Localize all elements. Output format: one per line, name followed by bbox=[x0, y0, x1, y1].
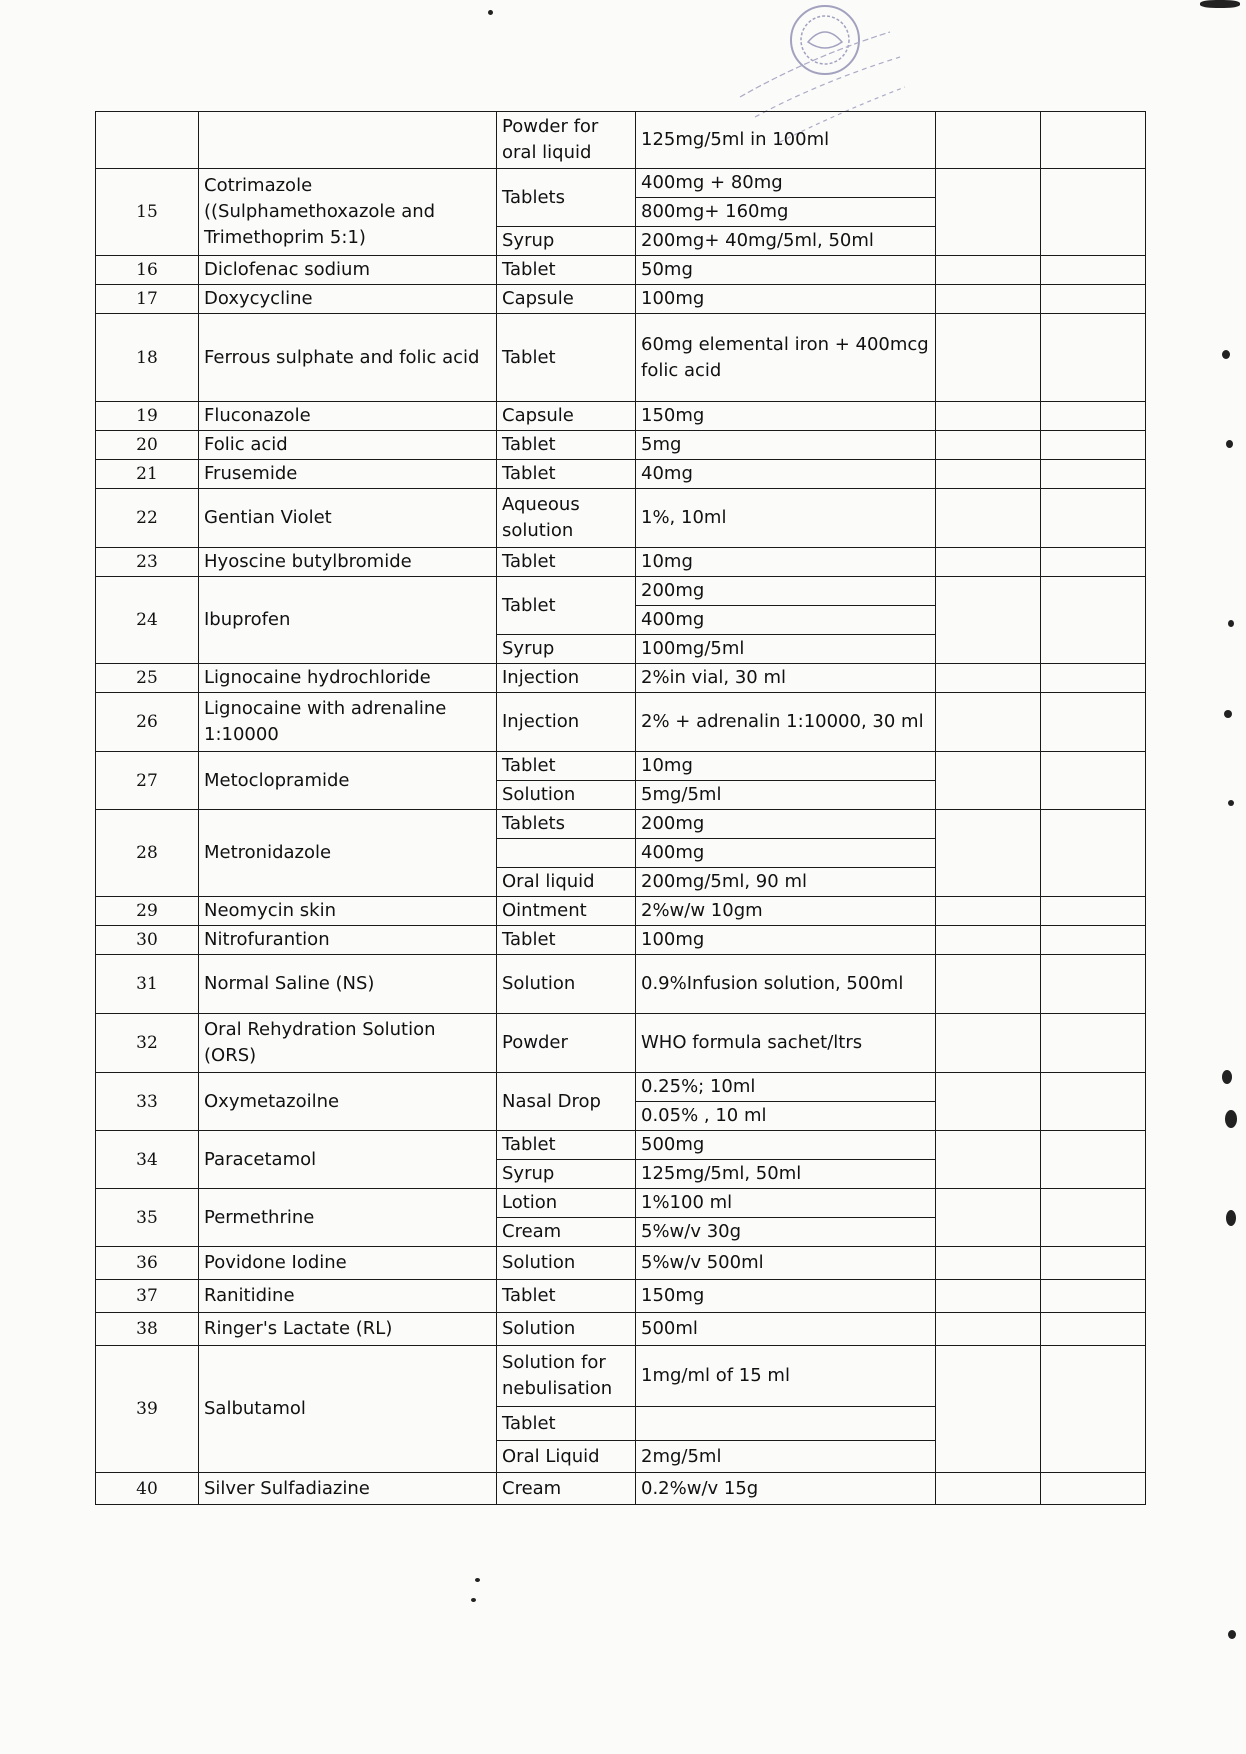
serial-number-cell: 25 bbox=[96, 664, 199, 693]
medicine-name-cell: Metronidazole bbox=[199, 810, 497, 897]
extra-cell bbox=[1041, 1014, 1146, 1073]
extra-cell bbox=[1041, 926, 1146, 955]
medicine-name-cell: Folic acid bbox=[199, 431, 497, 460]
serial-number-cell: 16 bbox=[96, 256, 199, 285]
strength-cell: 125mg/5ml, 50ml bbox=[636, 1160, 936, 1189]
extra-cell bbox=[936, 256, 1041, 285]
scan-speck bbox=[1222, 1070, 1232, 1084]
serial-number-cell: 27 bbox=[96, 752, 199, 810]
strength-cell: 2%in vial, 30 ml bbox=[636, 664, 936, 693]
extra-cell bbox=[1041, 112, 1146, 169]
extra-cell bbox=[936, 1247, 1041, 1280]
serial-number-cell: 38 bbox=[96, 1313, 199, 1346]
strength-cell: 400mg + 80mg bbox=[636, 169, 936, 198]
serial-number-cell: 29 bbox=[96, 897, 199, 926]
strength-cell: 5mg bbox=[636, 431, 936, 460]
dosage-form-cell: Tablet bbox=[497, 926, 636, 955]
strength-cell: 1%100 ml bbox=[636, 1189, 936, 1218]
medicine-name-cell: Doxycycline bbox=[199, 285, 497, 314]
serial-number-cell: 21 bbox=[96, 460, 199, 489]
dosage-form-cell: Powder for oral liquid bbox=[497, 112, 636, 169]
serial-number-cell: 22 bbox=[96, 489, 199, 548]
dosage-form-cell: Solution bbox=[497, 1313, 636, 1346]
extra-cell bbox=[936, 431, 1041, 460]
extra-cell bbox=[1041, 1346, 1146, 1473]
medicine-name-cell: Ibuprofen bbox=[199, 577, 497, 664]
serial-number-cell: 31 bbox=[96, 955, 199, 1014]
strength-cell: 50mg bbox=[636, 256, 936, 285]
scan-speck bbox=[488, 10, 493, 15]
extra-cell bbox=[936, 577, 1041, 664]
strength-cell: 2% + adrenalin 1:10000, 30 ml bbox=[636, 693, 936, 752]
extra-cell bbox=[1041, 1189, 1146, 1247]
strength-cell: 800mg+ 160mg bbox=[636, 198, 936, 227]
extra-cell bbox=[1041, 955, 1146, 1014]
table-row bbox=[96, 897, 1146, 926]
strength-cell: 100mg bbox=[636, 285, 936, 314]
extra-cell bbox=[936, 810, 1041, 897]
extra-cell bbox=[1041, 752, 1146, 810]
dosage-form-cell: Cream bbox=[497, 1218, 636, 1247]
dosage-form-cell: Syrup bbox=[497, 635, 636, 664]
medicine-name-cell: Normal Saline (NS) bbox=[199, 955, 497, 1014]
medicine-name-cell: Ringer's Lactate (RL) bbox=[199, 1313, 497, 1346]
extra-cell bbox=[1041, 1131, 1146, 1189]
table-row bbox=[96, 1014, 1146, 1073]
strength-cell: 150mg bbox=[636, 1280, 936, 1313]
serial-number-cell: 32 bbox=[96, 1014, 199, 1073]
dosage-form-cell: Tablet bbox=[497, 431, 636, 460]
dosage-form-cell: Tablet bbox=[497, 1280, 636, 1313]
table-row bbox=[96, 577, 1146, 606]
dosage-form-cell: Injection bbox=[497, 693, 636, 752]
extra-cell bbox=[1041, 1247, 1146, 1280]
serial-number-cell: 28 bbox=[96, 810, 199, 897]
serial-number-cell: 35 bbox=[96, 1189, 199, 1247]
strength-cell: 500ml bbox=[636, 1313, 936, 1346]
table-row bbox=[96, 1189, 1146, 1218]
serial-number-cell bbox=[96, 112, 199, 169]
extra-cell bbox=[1041, 897, 1146, 926]
dosage-form-cell: Solution bbox=[497, 955, 636, 1014]
serial-number-cell: 15 bbox=[96, 169, 199, 256]
table-row bbox=[96, 752, 1146, 781]
strength-cell: 10mg bbox=[636, 752, 936, 781]
table-row bbox=[96, 955, 1146, 1014]
strength-cell: 2%w/w 10gm bbox=[636, 897, 936, 926]
table-row bbox=[96, 1346, 1146, 1407]
dosage-form-cell: Cream bbox=[497, 1473, 636, 1505]
medicine-name-cell: Lignocaine hydrochloride bbox=[199, 664, 497, 693]
table-row bbox=[96, 314, 1146, 402]
medicine-name-cell: Nitrofurantion bbox=[199, 926, 497, 955]
table-row bbox=[96, 489, 1146, 548]
scan-speck bbox=[1200, 0, 1240, 8]
extra-cell bbox=[936, 693, 1041, 752]
extra-cell bbox=[1041, 314, 1146, 402]
table-row bbox=[96, 693, 1146, 752]
strength-cell: 100mg bbox=[636, 926, 936, 955]
extra-cell bbox=[1041, 810, 1146, 897]
dosage-form-cell: Tablet bbox=[497, 577, 636, 635]
extra-cell bbox=[1041, 1313, 1146, 1346]
strength-cell: 150mg bbox=[636, 402, 936, 431]
strength-cell: 500mg bbox=[636, 1131, 936, 1160]
extra-cell bbox=[936, 1014, 1041, 1073]
medicine-name-cell bbox=[199, 112, 497, 169]
strength-cell: 0.05% , 10 ml bbox=[636, 1102, 936, 1131]
extra-cell bbox=[1041, 577, 1146, 664]
table-row bbox=[96, 1247, 1146, 1280]
strength-cell: 100mg/5ml bbox=[636, 635, 936, 664]
extra-cell bbox=[936, 1346, 1041, 1473]
strength-cell bbox=[636, 1407, 936, 1441]
serial-number-cell: 20 bbox=[96, 431, 199, 460]
medicine-name-cell: Gentian Violet bbox=[199, 489, 497, 548]
strength-cell: 60mg elemental iron + 400mcg folic acid bbox=[636, 314, 936, 402]
scan-speck bbox=[1228, 1630, 1236, 1639]
serial-number-cell: 34 bbox=[96, 1131, 199, 1189]
serial-number-cell: 30 bbox=[96, 926, 199, 955]
scan-speck bbox=[1224, 710, 1232, 718]
dosage-form-cell: Tablet bbox=[497, 314, 636, 402]
dosage-form-cell: Aqueous solution bbox=[497, 489, 636, 548]
dosage-form-cell: Solution bbox=[497, 1247, 636, 1280]
medicine-list-table bbox=[95, 111, 1146, 1505]
medicine-name-cell: Neomycin skin bbox=[199, 897, 497, 926]
scan-speck bbox=[1228, 800, 1234, 806]
table-row bbox=[96, 1131, 1146, 1160]
strength-cell: 200mg+ 40mg/5ml, 50ml bbox=[636, 227, 936, 256]
serial-number-cell: 17 bbox=[96, 285, 199, 314]
table-row bbox=[96, 1073, 1146, 1102]
strength-cell: 1%, 10ml bbox=[636, 489, 936, 548]
strength-cell: WHO formula sachet/ltrs bbox=[636, 1014, 936, 1073]
extra-cell bbox=[1041, 431, 1146, 460]
dosage-form-cell: Tablet bbox=[497, 460, 636, 489]
extra-cell bbox=[936, 1313, 1041, 1346]
dosage-form-cell: Capsule bbox=[497, 402, 636, 431]
extra-cell bbox=[936, 489, 1041, 548]
serial-number-cell: 24 bbox=[96, 577, 199, 664]
strength-cell: 5mg/5ml bbox=[636, 781, 936, 810]
medicine-name-cell: Ferrous sulphate and folic acid bbox=[199, 314, 497, 402]
strength-cell: 400mg bbox=[636, 839, 936, 868]
medicine-name-cell: Fluconazole bbox=[199, 402, 497, 431]
extra-cell bbox=[1041, 460, 1146, 489]
dosage-form-cell: Capsule bbox=[497, 285, 636, 314]
strength-cell: 40mg bbox=[636, 460, 936, 489]
extra-cell bbox=[1041, 169, 1146, 256]
table-row bbox=[96, 548, 1146, 577]
extra-cell bbox=[936, 955, 1041, 1014]
strength-cell: 0.9%Infusion solution, 500ml bbox=[636, 955, 936, 1014]
dosage-form-cell: Oral liquid bbox=[497, 868, 636, 897]
extra-cell bbox=[936, 548, 1041, 577]
table-row bbox=[96, 112, 1146, 169]
medicine-name-cell: Diclofenac sodium bbox=[199, 256, 497, 285]
serial-number-cell: 23 bbox=[96, 548, 199, 577]
extra-cell bbox=[1041, 256, 1146, 285]
medicine-name-cell: Silver Sulfadiazine bbox=[199, 1473, 497, 1505]
table-row bbox=[96, 285, 1146, 314]
strength-cell: 200mg bbox=[636, 577, 936, 606]
extra-cell bbox=[1041, 285, 1146, 314]
extra-cell bbox=[1041, 664, 1146, 693]
strength-cell: 400mg bbox=[636, 606, 936, 635]
extra-cell bbox=[936, 112, 1041, 169]
medicine-name-cell: Metoclopramide bbox=[199, 752, 497, 810]
extra-cell bbox=[936, 169, 1041, 256]
dosage-form-cell bbox=[497, 839, 636, 868]
dosage-form-cell: Oral Liquid bbox=[497, 1441, 636, 1473]
dosage-form-cell: Tablet bbox=[497, 1131, 636, 1160]
extra-cell bbox=[936, 402, 1041, 431]
strength-cell: 5%w/v 500ml bbox=[636, 1247, 936, 1280]
serial-number-cell: 26 bbox=[96, 693, 199, 752]
strength-cell: 0.25%; 10ml bbox=[636, 1073, 936, 1102]
dosage-form-cell: Powder bbox=[497, 1014, 636, 1073]
medicine-name-cell: Permethrine bbox=[199, 1189, 497, 1247]
extra-cell bbox=[936, 897, 1041, 926]
dosage-form-cell: Tablet bbox=[497, 256, 636, 285]
serial-number-cell: 37 bbox=[96, 1280, 199, 1313]
medicine-name-cell: Frusemide bbox=[199, 460, 497, 489]
table-row bbox=[96, 1313, 1146, 1346]
strength-cell: 200mg/5ml, 90 ml bbox=[636, 868, 936, 897]
extra-cell bbox=[1041, 489, 1146, 548]
extra-cell bbox=[936, 285, 1041, 314]
strength-cell: 125mg/5ml in 100ml bbox=[636, 112, 936, 169]
table-row bbox=[96, 810, 1146, 839]
extra-cell bbox=[1041, 548, 1146, 577]
extra-cell bbox=[936, 1280, 1041, 1313]
dosage-form-cell: Solution for nebulisation bbox=[497, 1346, 636, 1407]
extra-cell bbox=[936, 1473, 1041, 1505]
medicine-name-cell: Lignocaine with adrenaline 1:10000 bbox=[199, 693, 497, 752]
strength-cell: 1mg/ml of 15 ml bbox=[636, 1346, 936, 1407]
table-row bbox=[96, 169, 1146, 198]
extra-cell bbox=[1041, 1073, 1146, 1131]
strength-cell: 5%w/v 30g bbox=[636, 1218, 936, 1247]
strength-cell: 10mg bbox=[636, 548, 936, 577]
dosage-form-cell: Tablet bbox=[497, 1407, 636, 1441]
strength-cell: 2mg/5ml bbox=[636, 1441, 936, 1473]
scan-speck bbox=[1222, 350, 1230, 359]
dosage-form-cell: Syrup bbox=[497, 1160, 636, 1189]
serial-number-cell: 40 bbox=[96, 1473, 199, 1505]
extra-cell bbox=[1041, 402, 1146, 431]
extra-cell bbox=[1041, 1473, 1146, 1505]
table-row bbox=[96, 431, 1146, 460]
extra-cell bbox=[936, 752, 1041, 810]
dosage-form-cell: Tablets bbox=[497, 810, 636, 839]
extra-cell bbox=[1041, 1280, 1146, 1313]
table-row bbox=[96, 1280, 1146, 1313]
extra-cell bbox=[936, 926, 1041, 955]
dosage-form-cell: Lotion bbox=[497, 1189, 636, 1218]
scan-speck bbox=[475, 1578, 480, 1582]
dosage-form-cell: Solution bbox=[497, 781, 636, 810]
dosage-form-cell: Tablets bbox=[497, 169, 636, 227]
scan-speck bbox=[1226, 1210, 1236, 1226]
dosage-form-cell: Tablet bbox=[497, 548, 636, 577]
dosage-form-cell: Ointment bbox=[497, 897, 636, 926]
table-row bbox=[96, 926, 1146, 955]
extra-cell bbox=[936, 1073, 1041, 1131]
table-row bbox=[96, 664, 1146, 693]
serial-number-cell: 36 bbox=[96, 1247, 199, 1280]
scan-speck bbox=[471, 1598, 476, 1602]
table-row bbox=[96, 402, 1146, 431]
extra-cell bbox=[936, 314, 1041, 402]
serial-number-cell: 39 bbox=[96, 1346, 199, 1473]
scan-speck bbox=[1228, 620, 1234, 627]
table-row bbox=[96, 1473, 1146, 1505]
table-row bbox=[96, 256, 1146, 285]
medicine-name-cell: Cotrimazole ((Sulphamethoxazole and Trimethoprim 5:1) bbox=[199, 169, 497, 256]
dosage-form-cell: Nasal Drop bbox=[497, 1073, 636, 1131]
medicine-name-cell: Povidone Iodine bbox=[199, 1247, 497, 1280]
dosage-form-cell: Syrup bbox=[497, 227, 636, 256]
medicine-name-cell: Oral Rehydration Solution (ORS) bbox=[199, 1014, 497, 1073]
serial-number-cell: 33 bbox=[96, 1073, 199, 1131]
strength-cell: 200mg bbox=[636, 810, 936, 839]
dosage-form-cell: Injection bbox=[497, 664, 636, 693]
medicine-name-cell: Hyoscine butylbromide bbox=[199, 548, 497, 577]
scan-speck bbox=[1226, 440, 1233, 448]
medicine-name-cell: Paracetamol bbox=[199, 1131, 497, 1189]
strength-cell: 0.2%w/v 15g bbox=[636, 1473, 936, 1505]
extra-cell bbox=[1041, 693, 1146, 752]
scan-speck bbox=[1225, 1110, 1237, 1128]
medicine-name-cell: Salbutamol bbox=[199, 1346, 497, 1473]
extra-cell bbox=[936, 1189, 1041, 1247]
serial-number-cell: 18 bbox=[96, 314, 199, 402]
extra-cell bbox=[936, 664, 1041, 693]
medicine-name-cell: Oxymetazoilne bbox=[199, 1073, 497, 1131]
extra-cell bbox=[936, 460, 1041, 489]
table-row bbox=[96, 460, 1146, 489]
dosage-form-cell: Tablet bbox=[497, 752, 636, 781]
serial-number-cell: 19 bbox=[96, 402, 199, 431]
medicine-name-cell: Ranitidine bbox=[199, 1280, 497, 1313]
extra-cell bbox=[936, 1131, 1041, 1189]
